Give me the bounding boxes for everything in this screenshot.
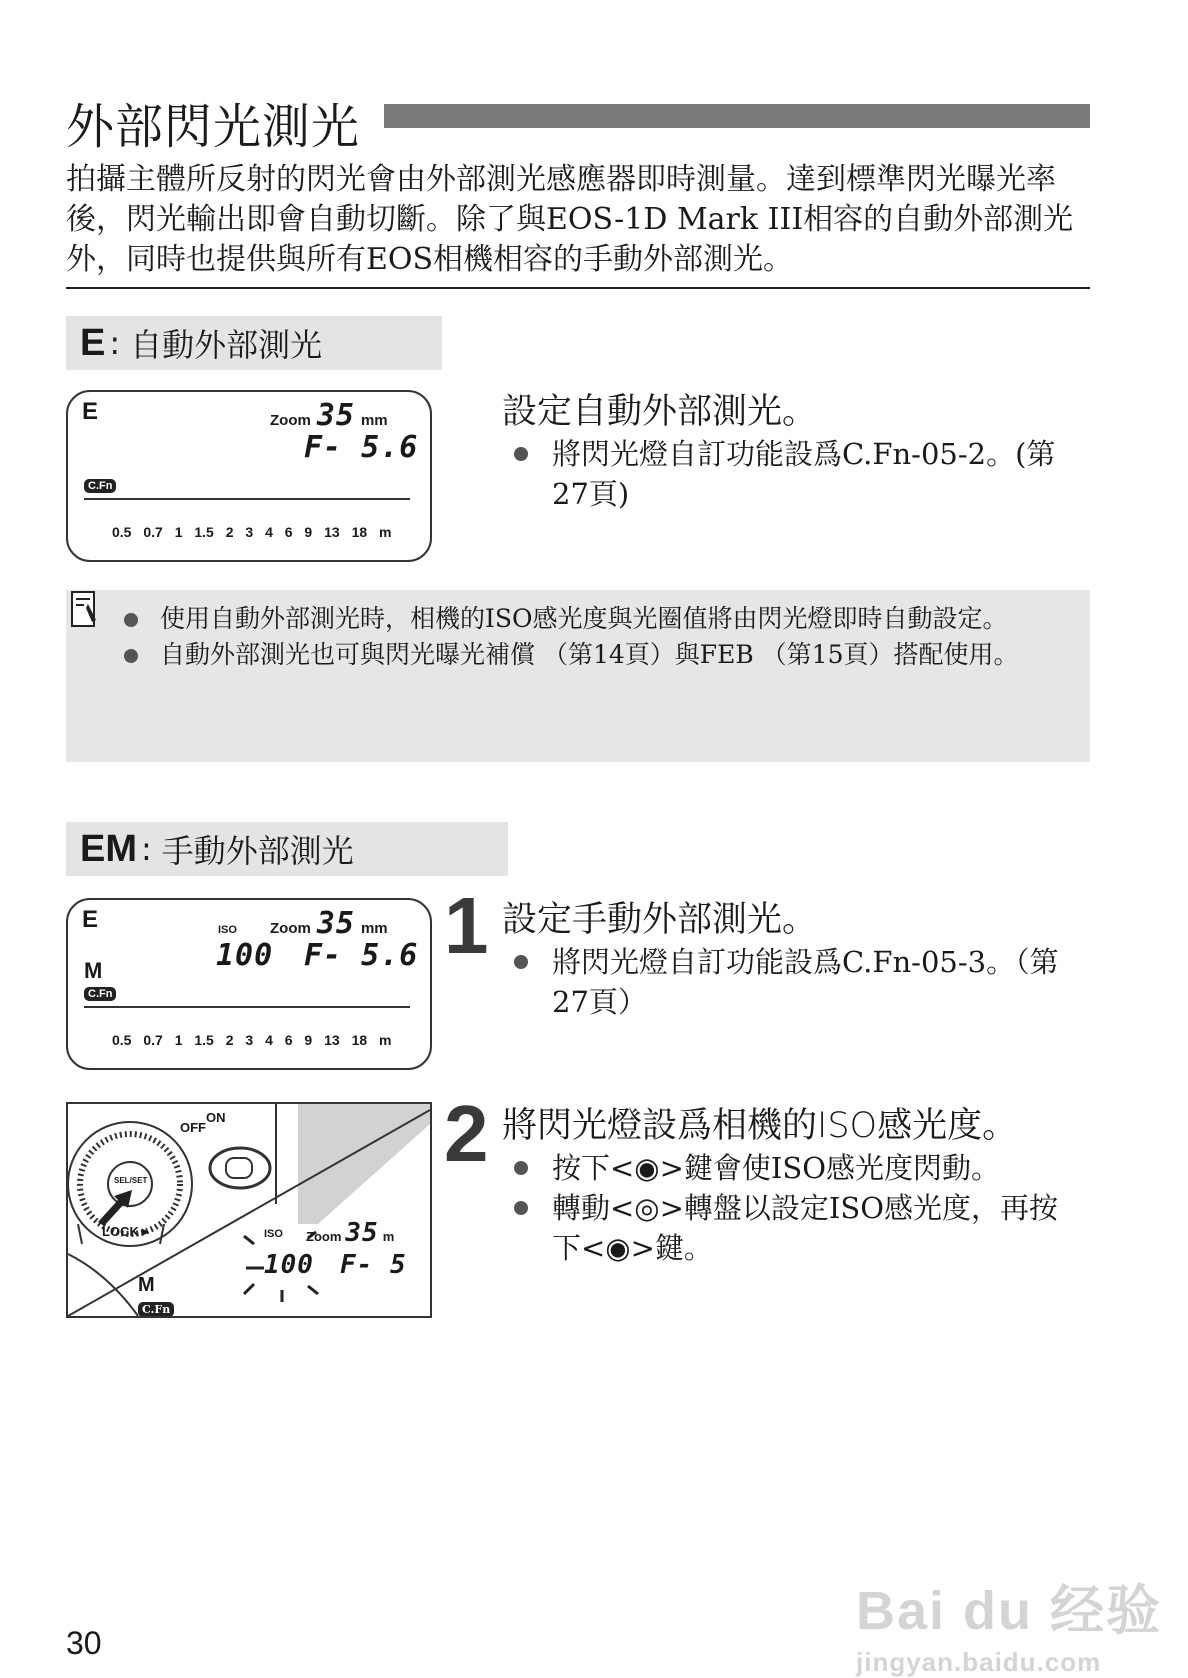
bullet-icon [514,955,528,969]
bullet-icon [124,649,138,663]
section-em-colon: : [141,830,152,868]
note-box [66,590,1090,762]
memo-icon [68,590,104,632]
step-2-number: 2 [444,1089,489,1178]
illus-zoom-value: 35 [345,1218,379,1248]
illus-mode-m: M [138,1274,155,1296]
flash-back-drawing [68,1104,430,1316]
lcd-mode: E [82,906,99,933]
lcd-aperture: F- 5.6 [304,938,419,973]
note-text: 使用自動外部測光時，相機的ISO感光度與光圈值將由閃光燈即時自動設定。 [160,604,1008,633]
section-em-mode: EM [80,827,137,870]
bullet-icon [514,1161,528,1175]
note-text: 自動外部測光也可與閃光曝光補償 （第14頁）與FEB （第15頁）搭配使用。 [160,640,1019,669]
note-list [124,602,1064,672]
illus-zoom-unit: m [382,1229,395,1244]
flash-control-illustration [66,1102,432,1318]
lcd-iso-label: ISO [218,924,237,936]
illus-zoom [306,1218,394,1248]
lcd-zoom-unit: mm [360,412,388,429]
watermark-url: jingyan.baidu.com [856,1647,1102,1677]
lcd-zoom-value: 35 [316,398,355,433]
lcd-zoom-label: Zoom [270,920,311,937]
lcd-zoom-unit: mm [360,920,388,937]
step-1-title: 設定手動外部測光。 [502,900,818,940]
step-2-bullets [502,1148,1062,1268]
bullet-icon [514,1201,528,1215]
section-e-mode: E [80,321,106,364]
lcd-zoom [270,906,388,941]
lcd-zoom-value: 35 [316,906,355,941]
section-divider [66,287,1090,289]
step-1-bullet-text: 將閃光燈自訂功能設爲C.Fn-05-3。（第27頁） [552,945,1059,1019]
lcd-distance-scale: 0.5 0.7 1 1.5 2 3 4 6 9 13 18 m [112,1032,392,1048]
lcd-zoom-label: Zoom [270,412,311,429]
section-e-label: 自動外部測光 [130,326,323,364]
section-em-header [66,822,508,876]
lcd-panel-e [66,390,432,562]
illus-on-label: ON [206,1110,226,1125]
section-e-bullet-text: 將閃光燈自訂功能設爲C.Fn-05-2。(第27頁) [552,437,1056,511]
illus-off-label: OFF [180,1120,206,1135]
list-item [124,602,1064,636]
illus-cfn-badge: C.Fn [138,1302,174,1317]
list-item [502,1148,1062,1188]
section-e-bullets [502,434,1062,514]
illus-iso-label: ISO [264,1228,283,1240]
page-number: 30 [66,1625,102,1661]
step-2-bullet-text: 轉動<◎>轉盤以設定ISO感光度，再按下<◉>鍵。 [552,1191,1058,1265]
step-2-title: 將閃光燈設爲相機的ISO感光度。 [502,1106,1018,1146]
section-e-step-title: 設定自動外部測光。 [502,392,818,432]
page-title: 外部閃光測光 [66,99,361,155]
illus-aperture: F- 5 [340,1250,407,1280]
lcd-mode: E [82,398,99,425]
step-2-bullet-text: 按下<◉>鍵會使ISO感光度閃動。 [552,1151,1000,1185]
illus-zoom-label: Zoom [306,1229,342,1244]
baidu-watermark [856,1568,1162,1678]
lcd-panel-em [66,898,432,1070]
lcd-iso-value: 100 [216,938,274,973]
list-item [124,638,1064,672]
illus-iso-value: 100 [264,1250,314,1280]
title-bar-decoration [384,104,1090,128]
step-1-number: 1 [444,881,489,970]
step-1-bullets [502,942,1062,1022]
section-em-label: 手動外部測光 [161,832,354,870]
list-item [502,434,1062,514]
lcd-cfn-badge: C.Fn [84,479,116,493]
lcd-aperture: F- 5.6 [304,430,419,465]
list-item [502,942,1062,1022]
lcd-scale-line [84,1006,410,1008]
list-item [502,1188,1062,1268]
lcd-cfn-badge: C.Fn [84,987,116,1001]
lcd-distance-scale: 0.5 0.7 1 1.5 2 3 4 6 9 13 18 m [112,524,392,540]
lcd-mode-m: M [84,958,103,983]
bullet-icon [124,613,138,627]
lcd-zoom [270,398,388,433]
illus-sel-label: SEL/SET [114,1176,148,1185]
lcd-scale-line [84,498,410,500]
section-e-header [66,316,442,370]
illus-lock-label: LOCK► [102,1224,152,1239]
section-e-colon: : [109,324,121,362]
intro-paragraph: 拍攝主體所反射的閃光會由外部測光感應器即時測量。達到標準閃光曝光率後，閃光輸出即會自動切斷。除了與EOS-1D Mark III相容的自動外部測光外，同時也提供與所有EOS相機相容的手動外部測光。 [66,162,1074,277]
bullet-icon [514,447,528,461]
watermark-brand: Bai du 经验 [856,1581,1163,1641]
